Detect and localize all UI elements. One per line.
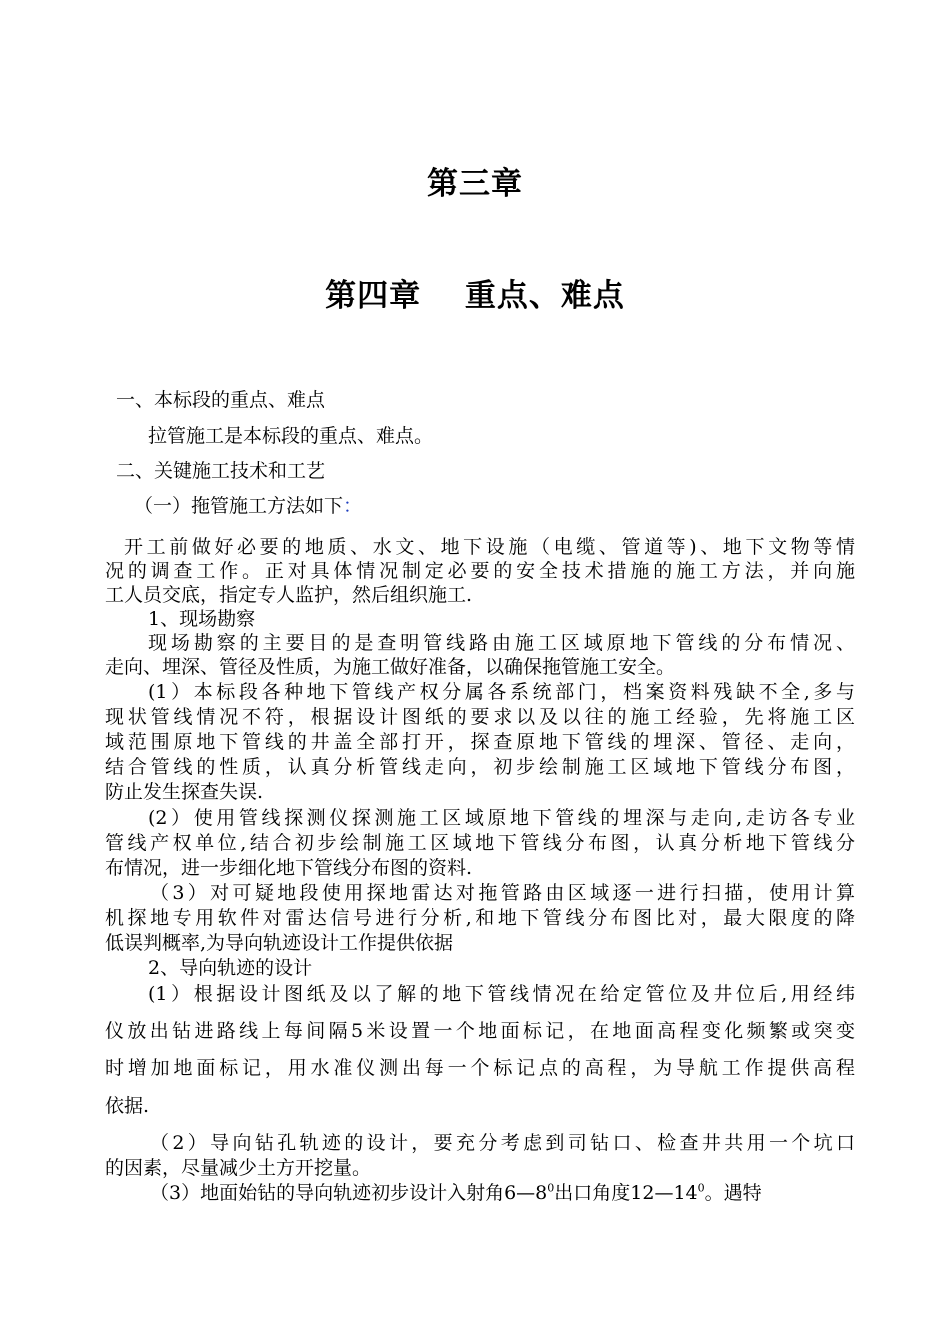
paragraph-line [150,1181,900,1206]
paragraph-line: 拉管施工是本标段的重点、难点。 [148,425,434,447]
paragraph-line: 低误判概率,为导向轨迹设计工作提供依据 [105,932,454,954]
subsection-heading [134,494,884,519]
paragraph-line: 时增加地面标记，用水准仪测出每一个标记点的高程，为导航工作提供高程 [105,1057,855,1079]
paragraph-line: 防止发生探查失误. [105,781,264,803]
paragraph-line: 工人员交底，指定专人监护，然后组织施工. [105,584,473,606]
paragraph-line: (2）使用管线探测仪探测施工区域原地下管线的埋深与走向,走访各专业 [148,807,855,829]
paragraph-line: 现状管线情况不符，根据设计图纸的要求以及以往的施工经验，先将施工区 [105,706,855,728]
degree-superscript: 0 [697,1181,705,1195]
degree-superscript: 0 [547,1181,555,1195]
subsection-heading-colon: ： [343,495,363,517]
paragraph-line: 布情况，进一步细化地下管线分布图的资料. [105,857,473,879]
paragraph-line: 结合管线的性质，认真分析管线走向，初步绘制施工区域地下管线分布图， [105,756,855,778]
paragraph-line: 开工前做好必要的地质、水文、地下设施（电缆、管道等)、地下文物等情 [124,536,855,558]
paragraph-line: （3）对可疑地段使用探地雷达对拖管路由区域逐一进行扫描，使用计算 [150,882,855,904]
paragraph-line: 走向、埋深、管径及性质，为施工做好准备，以确保拖管施工安全。 [105,656,676,678]
paragraph-line: 机探地专用软件对雷达信号进行分析,和地下管线分布图比对，最大限度的降 [105,907,855,929]
paragraph-line: 管线产权单位,结合初步绘制施工区域地下管线分布图，认真分析地下管线分 [105,832,855,854]
section-heading-1: 一、本标段的重点、难点 [116,389,326,411]
paragraph-line: 依据. [105,1095,150,1117]
chapter-3-title: 第三章 [427,166,523,202]
text-run: 出口角度12—14 [554,1182,698,1204]
paragraph-line: 况的调查工作。正对具体情况制定必要的安全技术措施的施工方法，并向施 [105,560,855,582]
paragraph-line: 现场勘察的主要目的是查明管线路由施工区域原地下管线的分布情况、 [148,632,855,654]
section-heading-2: 二、关键施工技术和工艺 [116,460,326,482]
paragraph-line: 仪放出钻进路线上每间隔5米设置一个地面标记，在地面高程变化频繁或突变 [105,1020,855,1042]
paragraph-line: （2）导向钻孔轨迹的设计，要充分考虑到司钻口、检查井共用一个坑口 [150,1132,855,1154]
paragraph-line: (1）本标段各种地下管线产权分属各系统部门，档案资料残缺不全,多与 [148,681,855,703]
paragraph-line: (1）根据设计图纸及以了解的地下管线情况在给定管位及井位后,用经纬 [148,983,855,1005]
text-run: （3）地面始钻的导向轨迹初步设计入射角6—8 [150,1182,548,1204]
paragraph-line: 的因素，尽量减少土方开挖量。 [105,1157,372,1179]
paragraph-line: 域范围原地下管线的井盖全部打开，探查原地下管线的埋深、管径、走向， [105,731,855,753]
subsection-heading-text: （一）拖管施工方法如下 [134,495,344,517]
chapter-4-title: 第四章 重点、难点 [325,278,625,314]
item-heading: 1、现场勘察 [148,608,256,630]
text-run: 。遇特 [704,1182,762,1204]
item-heading: 2、导向轨迹的设计 [148,957,313,979]
